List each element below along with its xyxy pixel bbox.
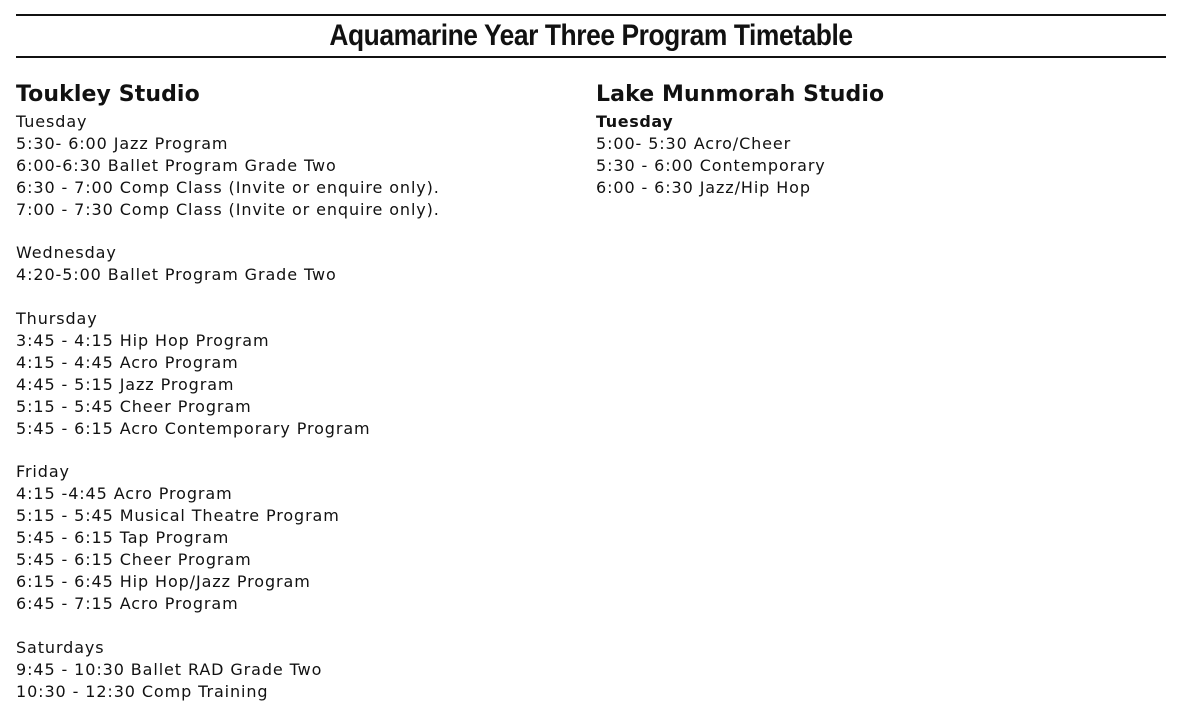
- day-label: Tuesday: [596, 112, 674, 131]
- timetable-slot: 7:00 - 7:30 Comp Class (Invite or enquire only).: [16, 199, 440, 219]
- day-label: Thursday: [16, 309, 98, 329]
- studio-column-toukley: [16, 80, 576, 702]
- day-label: Wednesday: [16, 243, 117, 263]
- title-bar: [16, 14, 1166, 58]
- timetable-slot: 4:15 - 4:45 Acro Program: [16, 352, 239, 372]
- timetable-slot: 4:20-5:00 Ballet Program Grade Two: [16, 265, 337, 285]
- day-label: Tuesday: [16, 112, 88, 131]
- day-block-thursday: [16, 308, 576, 439]
- timetable-slot: 5:15 - 5:45 Cheer Program: [16, 396, 252, 416]
- timetable-slot: 4:15 -4:45 Acro Program: [16, 484, 233, 504]
- day-label: Saturdays: [16, 637, 105, 657]
- timetable-slot: 10:30 - 12:30 Comp Training: [16, 681, 269, 701]
- timetable-slot: 6:00 - 6:30 Jazz/Hip Hop: [596, 177, 811, 197]
- timetable-slot: 5:00- 5:30 Acro/Cheer: [596, 133, 792, 153]
- timetable-slot: 6:00-6:30 Ballet Program Grade Two: [16, 155, 337, 175]
- timetable-slot: 5:30 - 6:00 Contemporary: [596, 155, 826, 175]
- studio-column-lake-munmorah: [596, 80, 1166, 199]
- studio-name: Toukley Studio: [16, 82, 200, 107]
- timetable-slot: 6:30 - 7:00 Comp Class (Invite or enquire only).: [16, 177, 440, 197]
- timetable-slot: 5:30- 6:00 Jazz Program: [16, 133, 229, 153]
- day-block-tuesday: [596, 111, 1166, 199]
- studio-name: Lake Munmorah Studio: [596, 82, 885, 107]
- day-block-friday: [16, 461, 576, 614]
- timetable-slot: 5:45 - 6:15 Cheer Program: [16, 550, 252, 570]
- timetable-slot: 5:45 - 6:15 Acro Contemporary Program: [16, 418, 371, 438]
- timetable-slot: 3:45 - 4:15 Hip Hop Program: [16, 331, 270, 351]
- page-title: Aquamarine Year Three Program Timetable: [329, 19, 853, 52]
- day-block-wednesday: [16, 242, 576, 286]
- day-label: Friday: [16, 462, 70, 482]
- timetable-slot: 9:45 - 10:30 Ballet RAD Grade Two: [16, 659, 323, 679]
- day-block-tuesday: [16, 111, 576, 221]
- timetable-slot: 5:15 - 5:45 Musical Theatre Program: [16, 506, 340, 526]
- timetable-slot: 6:15 - 6:45 Hip Hop/Jazz Program: [16, 571, 311, 591]
- timetable-slot: 4:45 - 5:15 Jazz Program: [16, 374, 235, 394]
- timetable-slot: 5:45 - 6:15 Tap Program: [16, 528, 230, 548]
- day-block-saturdays: [16, 637, 576, 703]
- timetable-slot: 6:45 - 7:15 Acro Program: [16, 593, 239, 613]
